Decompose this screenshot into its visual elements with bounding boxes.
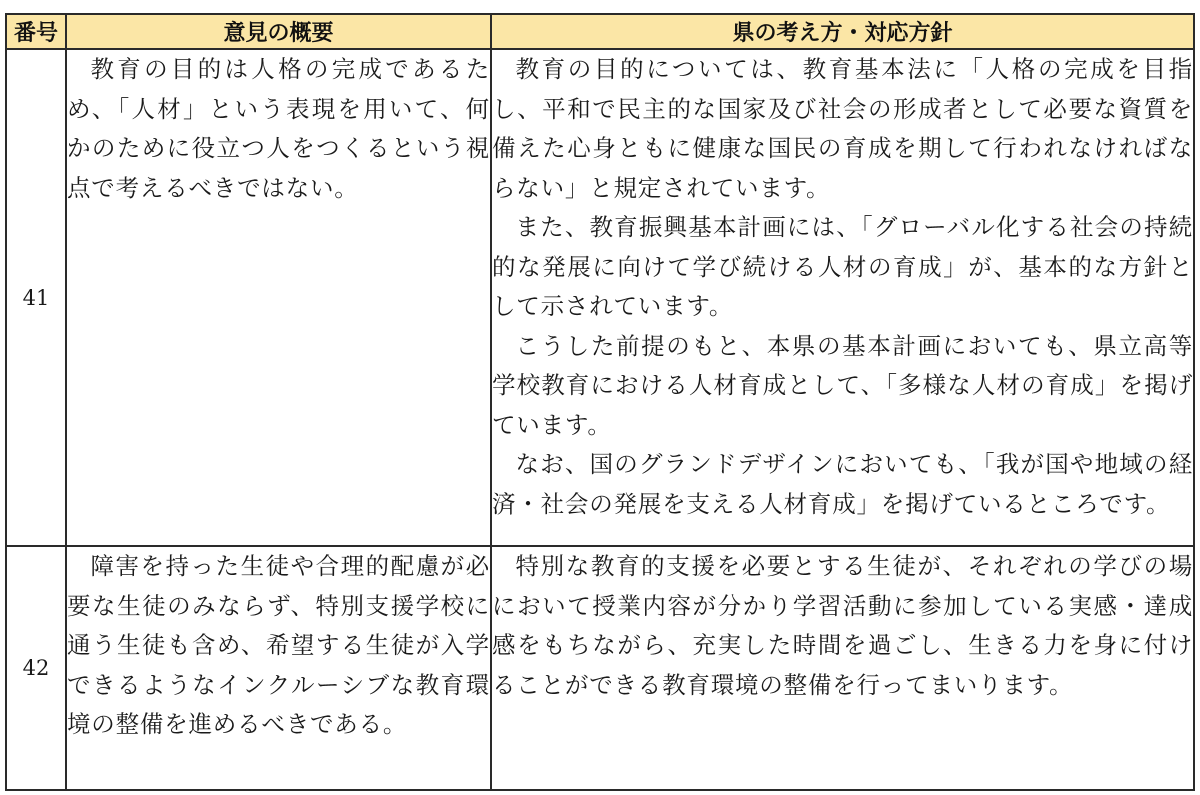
- table-row: [6, 49, 1194, 546]
- response-paragraph: 教育の目的については、教育基本法に「人格の完成を目指し、平和で民主的な国家及び社会の形成者として必要な資質を備えた心身ともに健康な国民の育成を期して行われなければならない」と規定されています。: [492, 55, 1193, 202]
- response-paragraph: こうした前提のもと、本県の基本計画においても、県立高等学校教育における人材育成として、「多様な人材の育成」を掲げています。: [492, 331, 1193, 439]
- row-number: 41: [6, 49, 66, 546]
- response-paragraph: 特別な教育的支援を必要とする生徒が、それぞれの学びの場において授業内容が分かり学習活動に参加している実感・達成感をもちながら、充実した時間を過ごし、生きる力を身に付けることができる教育環境の整備を行ってまいります。: [492, 552, 1193, 699]
- response-cell: [491, 49, 1194, 546]
- header-summary: 意見の概要: [66, 14, 491, 49]
- header-number: 番号: [6, 14, 66, 49]
- opinion-summary-cell: [66, 546, 491, 790]
- table-row: [6, 546, 1194, 790]
- opinion-summary: 障害を持った生徒や合理的配慮が必要な生徒のみならず、特別支援学校に通う生徒も含め、希望する生徒が入学できるようなインクルーシブな教育環境の整備を進めるべきである。: [67, 552, 490, 738]
- response-cell: [491, 546, 1194, 790]
- opinion-summary: 教育の目的は人格の完成であるため、「人材」という表現を用いて、何かのために役立つ人をつくるという視点で考えるべきではない。: [67, 55, 490, 202]
- header-response: 県の考え方・対応方針: [491, 14, 1194, 49]
- opinions-table: [5, 13, 1195, 791]
- header-row: [6, 14, 1194, 49]
- response-paragraph: また、教育振興基本計画には、「グローバル化する社会の持続的な発展に向けて学び続ける人材の育成」が、基本的な方針として示されています。: [492, 213, 1193, 320]
- response-paragraph: なお、国のグランドデザインにおいても、「我が国や地域の経済・社会の発展を支える人材育成」を掲げているところです。: [492, 450, 1193, 518]
- opinion-summary-cell: [66, 49, 491, 546]
- row-number: 42: [6, 546, 66, 790]
